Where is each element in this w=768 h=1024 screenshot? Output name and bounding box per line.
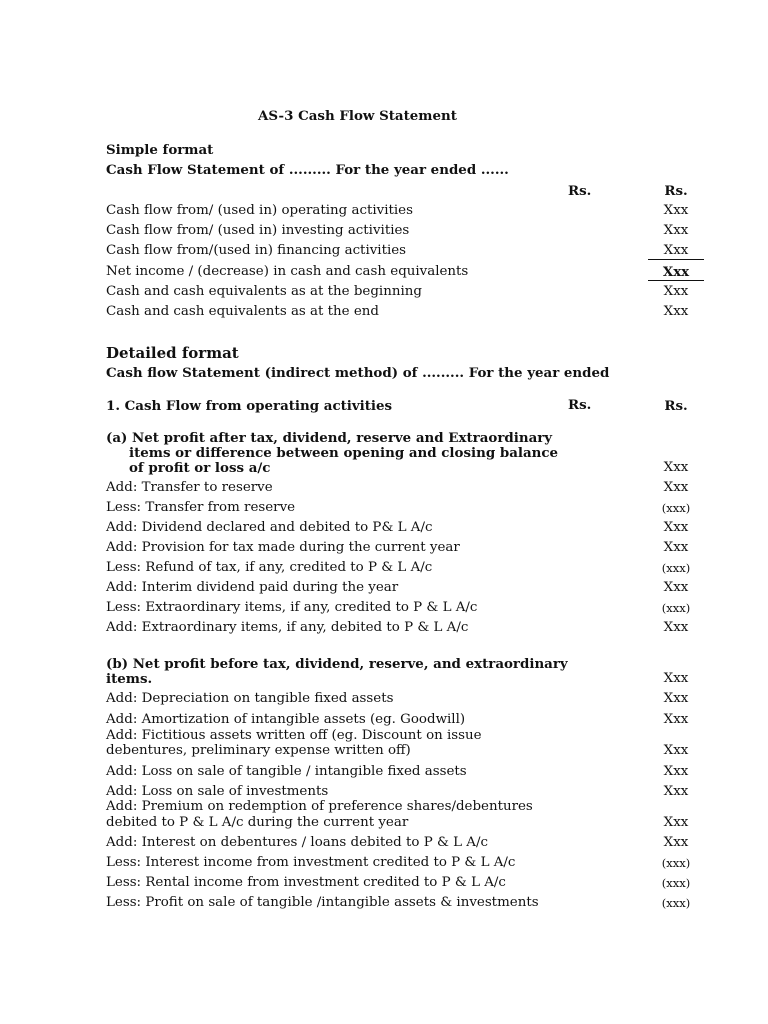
section-b-row-label: debited to P & L A/c during the current year	[106, 815, 409, 830]
section-a-row-value: Xxx	[663, 520, 689, 535]
section-a-heading-line: (a) Net profit after tax, dividend, reserve and Extraordinary	[106, 430, 553, 446]
simple-row-value: Xxx	[663, 243, 689, 258]
subtotal-rule	[648, 259, 704, 260]
section-a-row-value: (xxx)	[661, 501, 691, 515]
section-b-row-label: Add: Interest on debentures / loans debited to P & L A/c	[106, 835, 488, 850]
section-a-row-label: Less: Extraordinary items, if any, credited to P & L A/c	[106, 600, 478, 615]
section-b-row-value: Xxx	[663, 712, 689, 727]
section-b-row-label: Add: Loss on sale of investments	[106, 784, 329, 799]
section-b-row-value: Xxx	[663, 764, 689, 779]
section-a-row-value: Xxx	[663, 540, 689, 555]
section-b-row-value: (xxx)	[661, 876, 691, 890]
section-a-row-label: Less: Transfer from reserve	[106, 500, 296, 515]
simple-row-value-total: Xxx	[662, 264, 690, 280]
simple-col2-header: Rs.	[664, 183, 688, 199]
section-b-row-label: debentures, preliminary expense written off)	[106, 743, 411, 758]
section-1-heading: 1. Cash Flow from operating activities	[106, 398, 393, 414]
section-b-row-value: Xxx	[663, 784, 689, 799]
simple-row-label: Cash flow from/(used in) financing activities	[106, 243, 407, 258]
section-b-row-label: Less: Rental income from investment credited to P & L A/c	[106, 875, 506, 890]
simple-format-heading: Simple format	[106, 142, 214, 158]
detailed-format-heading: Detailed format	[106, 344, 239, 362]
section-a-row-label: Add: Interim dividend paid during the year	[106, 580, 399, 595]
simple-row-value: Xxx	[663, 223, 689, 238]
section-a-value: Xxx	[663, 460, 689, 475]
section-b-value: Xxx	[663, 671, 689, 686]
section-b-row-value: Xxx	[663, 691, 689, 706]
section-b-row-label: Add: Depreciation on tangible fixed assets	[106, 691, 394, 706]
section-b-row-label: Add: Fictitious assets written off (eg. Discount on issue	[106, 728, 482, 743]
section-a-row-value: Xxx	[663, 480, 689, 495]
detailed-col1-header: Rs.	[568, 397, 592, 413]
detailed-format-subheading: Cash flow Statement (indirect method) of ......... For the year ended	[106, 365, 610, 381]
section-a-row-value: Xxx	[663, 580, 689, 595]
section-a-row-label: Less: Refund of tax, if any, credited to P & L A/c	[106, 560, 433, 575]
simple-row-value: Xxx	[663, 203, 689, 218]
section-a-row-label: Add: Dividend declared and debited to P& L A/c	[106, 520, 433, 535]
simple-row-label: Cash and cash equivalents as at the end	[106, 304, 379, 319]
section-b-row-value: Xxx	[663, 835, 689, 850]
section-b-row-label: Add: Amortization of intangible assets (eg. Goodwill)	[106, 712, 466, 727]
simple-row-label: Cash and cash equivalents as at the beginning	[106, 284, 422, 299]
section-a-row-value: (xxx)	[661, 601, 691, 615]
section-b-row-label: Add: Premium on redemption of preference shares/debentures	[106, 799, 533, 814]
section-b-heading-line: (b) Net profit before tax, dividend, reserve, and extraordinary	[106, 656, 568, 672]
simple-row-value: Xxx	[663, 304, 689, 319]
section-b-row-value: (xxx)	[661, 856, 691, 870]
section-a-row-value: Xxx	[663, 620, 689, 635]
detailed-col2-header: Rs.	[664, 398, 688, 414]
total-rule	[648, 280, 704, 281]
section-b-row-label: Less: Profit on sale of tangible /intangible assets & investments	[106, 895, 539, 910]
simple-row-label: Cash flow from/ (used in) investing activities	[106, 223, 410, 238]
simple-row-label: Cash flow from/ (used in) operating activities	[106, 203, 413, 218]
section-b-heading-line: items.	[106, 671, 153, 687]
section-a-row-value: (xxx)	[661, 561, 691, 575]
section-b-row-value: Xxx	[663, 815, 689, 830]
section-b-row-label: Less: Interest income from investment credited to P & L A/c	[106, 855, 516, 870]
section-a-heading-line: of profit or loss a/c	[129, 460, 271, 476]
simple-format-subheading: Cash Flow Statement of ......... For the year ended ......	[106, 162, 509, 178]
section-b-row-value: Xxx	[663, 743, 689, 758]
section-a-row-label: Add: Transfer to reserve	[106, 480, 273, 495]
simple-row-value: Xxx	[663, 284, 689, 299]
section-b-row-label: Add: Loss on sale of tangible / intangible fixed assets	[106, 764, 467, 779]
section-a-row-label: Add: Provision for tax made during the current year	[106, 540, 460, 555]
simple-col1-header: Rs.	[568, 183, 592, 199]
section-a-heading-line: items or difference between opening and closing balance	[129, 445, 559, 461]
section-a-row-label: Add: Extraordinary items, if any, debited to P & L A/c	[106, 620, 469, 635]
section-b-row-value: (xxx)	[661, 896, 691, 910]
simple-row-label: Net income / (decrease) in cash and cash equivalents	[106, 264, 469, 279]
page-title: AS-3 Cash Flow Statement	[258, 108, 457, 124]
